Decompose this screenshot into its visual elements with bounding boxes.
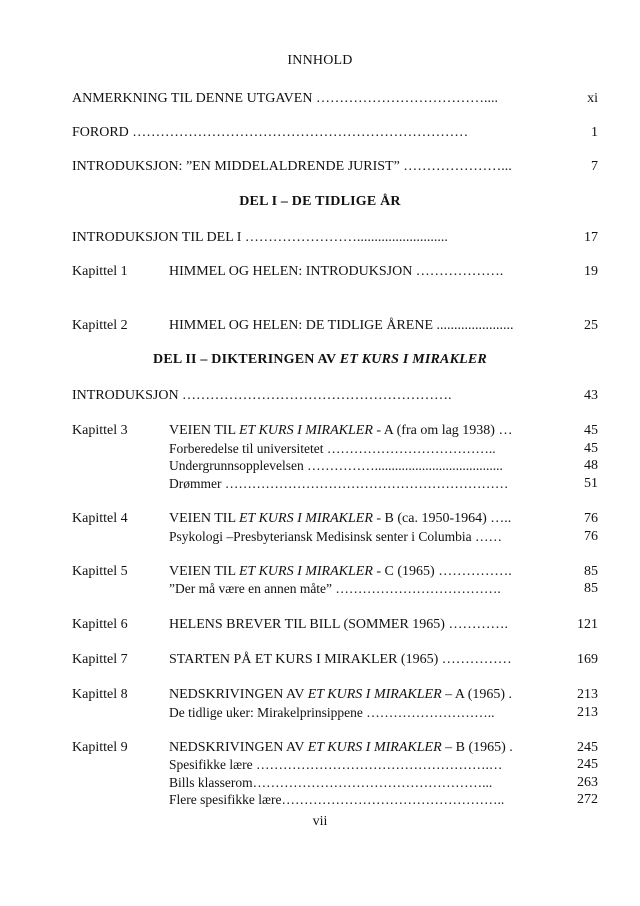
section-entry — [169, 440, 598, 458]
toc-entry-title: INTRODUKSJON …………………………………………………. — [72, 388, 452, 403]
section-title: ”Der må være en annen måte” ………………………………. — [169, 581, 501, 596]
toc-entry-page: 17 — [584, 230, 598, 245]
chapter-entry — [169, 563, 598, 581]
chapter-title: NEDSKRIVINGEN AV ET KURS I MIRAKLER – A (1965) . — [169, 687, 513, 702]
chapter-entry — [169, 317, 598, 335]
section-page: 245 — [577, 757, 598, 772]
toc-entry — [72, 90, 598, 108]
section-title: Flere spesifikke lære………………………………………….. — [169, 792, 505, 807]
chapter-entry — [169, 651, 598, 669]
section-page: 263 — [577, 775, 598, 790]
toc-entry-title: ANMERKNING TIL DENNE UTGAVEN ……………………………….... — [72, 91, 498, 106]
chapter-title: HIMMEL OG HELEN: INTRODUKSJON ………………. — [169, 264, 504, 279]
chapter-title: VEIEN TIL ET KURS I MIRAKLER - C (1965) ……………. — [169, 564, 512, 579]
chapter-title: VEIEN TIL ET KURS I MIRAKLER - B (ca. 1950-1964) ….. — [169, 511, 512, 526]
section-page: 45 — [584, 441, 598, 456]
chapter-entry — [169, 686, 598, 704]
chapter-label: Kapittel 4 — [72, 511, 128, 526]
section-title: Psykologi –Presbyteriansk Medisinsk senter i Columbia …… — [169, 529, 502, 544]
toc-entry-page: 1 — [591, 125, 598, 140]
section-title: Drømmer ……………………………………………………… — [169, 476, 509, 491]
part-heading-text: DEL II – DIKTERINGEN AV — [153, 352, 340, 367]
section-entry — [169, 791, 598, 809]
part-heading-italic: ET KURS I MIRAKLER — [339, 352, 487, 367]
toc-entry-title: INTRODUKSJON TIL DEL I …………………….......................... — [72, 230, 448, 245]
chapter-title: HELENS BREVER TIL BILL (SOMMER 1965) …………. — [169, 617, 508, 632]
toc-entry-page: xi — [587, 91, 598, 106]
section-entry — [169, 528, 598, 546]
chapter-entry — [169, 739, 598, 757]
chapter-page: 19 — [584, 264, 598, 279]
toc-entry-page: 43 — [584, 388, 598, 403]
section-page: 76 — [584, 529, 598, 544]
chapter-entry — [169, 616, 598, 634]
chapter-page: 45 — [584, 423, 598, 438]
section-page: 213 — [577, 705, 598, 720]
toc-entry-title: INTRODUKSJON: ”EN MIDDELALDRENDE JURIST” …………………... — [72, 159, 512, 174]
section-entry — [169, 457, 598, 475]
section-entry — [169, 774, 598, 792]
chapter-page: 85 — [584, 564, 598, 579]
toc-entry — [72, 158, 598, 176]
section-page: 272 — [577, 792, 598, 807]
part-heading — [0, 352, 640, 368]
chapter-label: Kapittel 8 — [72, 687, 128, 702]
section-entry — [169, 475, 598, 493]
section-title: Spesifikke lære …………………………………………….… — [169, 757, 503, 772]
chapter-label: Kapittel 2 — [72, 318, 128, 333]
chapter-label: Kapittel 3 — [72, 423, 128, 438]
section-title: Undergrunnsopplevelsen ……………...................................... — [169, 458, 503, 473]
toc-heading: INNHOLD — [287, 53, 353, 68]
chapter-title: VEIEN TIL ET KURS I MIRAKLER - A (fra om lag 1938) … — [169, 423, 513, 438]
chapter-title: HIMMEL OG HELEN: DE TIDLIGE ÅRENE ...................... — [169, 318, 514, 333]
chapter-label: Kapittel 6 — [72, 617, 128, 632]
chapter-title: NEDSKRIVINGEN AV ET KURS I MIRAKLER – B (1965) . — [169, 740, 513, 755]
chapter-page: 245 — [577, 740, 598, 755]
chapter-page: 76 — [584, 511, 598, 526]
chapter-label: Kapittel 9 — [72, 740, 128, 755]
section-entry — [169, 580, 598, 598]
section-entry — [169, 704, 598, 722]
toc-entry — [72, 387, 598, 405]
section-entry — [169, 756, 598, 774]
toc-entry — [72, 229, 598, 247]
chapter-page: 25 — [584, 318, 598, 333]
chapter-page: 169 — [577, 652, 598, 667]
part-heading: DEL I – DE TIDLIGE ÅR — [239, 194, 401, 209]
toc-entry-page: 7 — [591, 159, 598, 174]
section-page: 51 — [584, 476, 598, 491]
chapter-entry — [169, 422, 598, 440]
toc-entry-title: FORORD ……………………………………………………………… — [72, 125, 469, 140]
section-title: Bills klasserom……………………………………………... — [169, 775, 493, 790]
section-page: 85 — [584, 581, 598, 596]
section-title: Forberedelse til universitetet ……………………………….. — [169, 441, 496, 456]
chapter-page: 121 — [577, 617, 598, 632]
chapter-page: 213 — [577, 687, 598, 702]
chapter-entry — [169, 510, 598, 528]
section-title: De tidlige uker: Mirakelprinsippene ……………………….. — [169, 705, 495, 720]
page-number-footer: vii — [312, 814, 328, 829]
chapter-label: Kapittel 7 — [72, 652, 128, 667]
toc-entry — [72, 124, 598, 142]
chapter-title: STARTEN PÅ ET KURS I MIRAKLER (1965) …………… — [169, 652, 512, 667]
section-page: 48 — [584, 458, 598, 473]
chapter-label: Kapittel 1 — [72, 264, 128, 279]
chapter-label: Kapittel 5 — [72, 564, 128, 579]
chapter-entry — [169, 263, 598, 281]
